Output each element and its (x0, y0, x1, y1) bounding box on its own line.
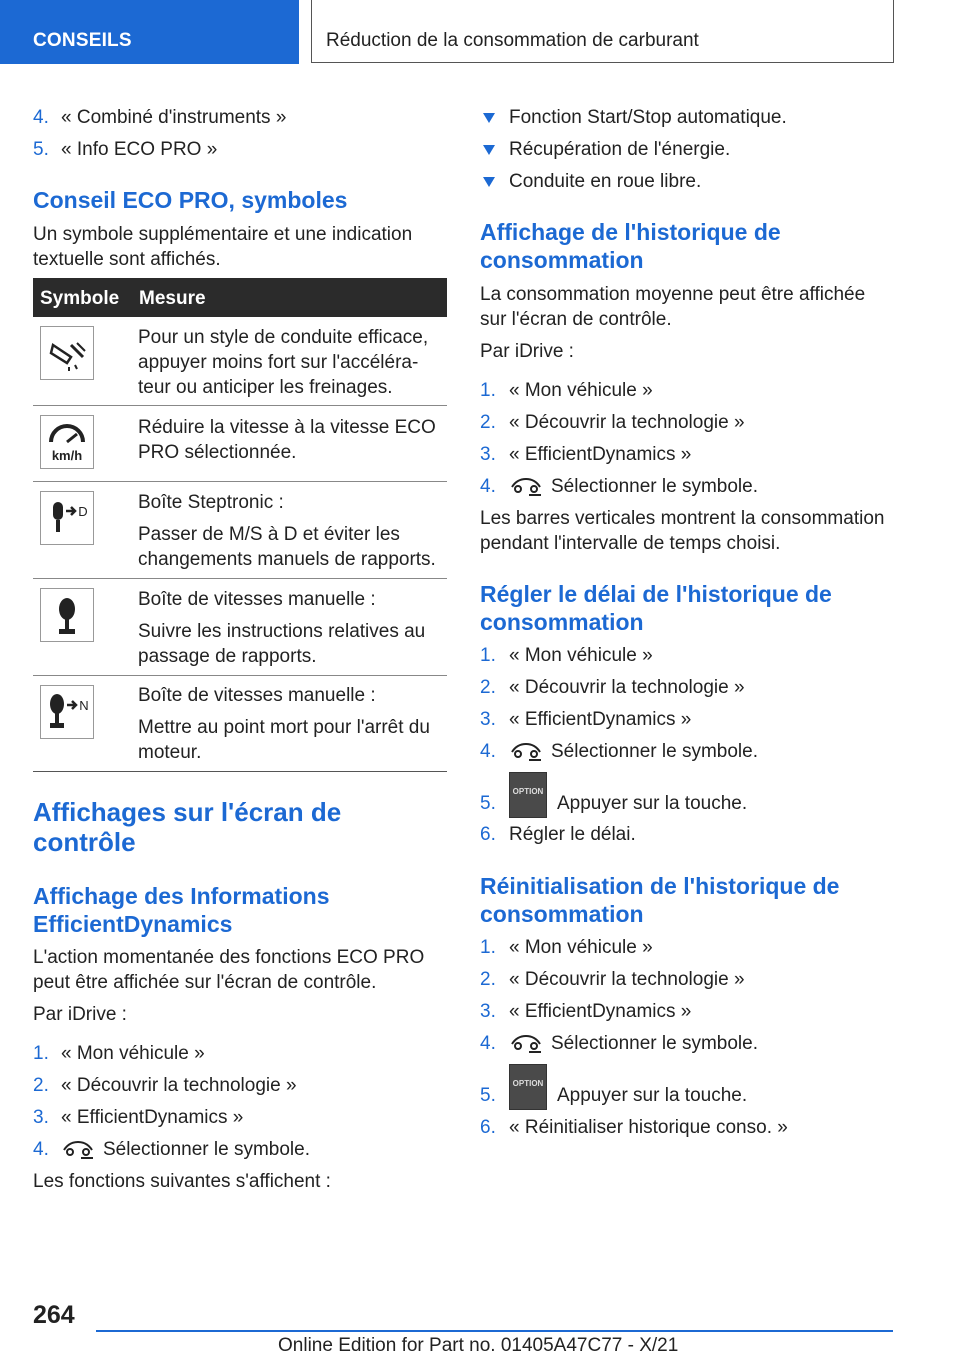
subsection-heading: Affichage des Informations (33, 883, 330, 909)
list-item: Sélectionner le symbole. (551, 476, 758, 497)
car-history-icon (509, 475, 543, 497)
list-item: Appuyer sur la touche. (557, 1085, 748, 1106)
section-label: CONSEILS (33, 30, 132, 51)
list-item: « Mon véhicule » (509, 380, 653, 401)
section-heading: Affichages sur l'écran de (33, 797, 342, 827)
table-cell-text: moteur. (138, 742, 202, 763)
list-number: 5. (480, 793, 496, 814)
list-item: Sélectionner le symbole. (103, 1139, 310, 1160)
list-number: 1. (33, 1043, 49, 1064)
svg-text:N: N (79, 698, 89, 713)
list-number: 6. (480, 1117, 496, 1138)
option-button-label: OPTION (512, 1079, 544, 1088)
option-button-label: OPTION (512, 787, 544, 796)
gear-lever-icon (40, 588, 94, 642)
list-item: « Réinitialiser historique conso. » (509, 1117, 788, 1138)
paragraph-line: Par iDrive : (33, 1004, 127, 1025)
list-number: 2. (480, 677, 496, 698)
gear-lever-d-icon (40, 491, 94, 545)
list-number: 1. (480, 937, 496, 958)
list-item: Appuyer sur la touche. (557, 793, 748, 814)
chapter-title: Réduction de la consommation de carburant (326, 30, 699, 51)
list-item: « Découvrir la technologie » (509, 677, 745, 698)
bullet-triangle-icon (483, 177, 495, 187)
car-efficiency-icon (61, 1138, 95, 1160)
list-number: 4. (480, 1033, 496, 1054)
table-divider (33, 578, 447, 579)
svg-text:D: D (78, 504, 88, 519)
subsection-heading: consommation (480, 609, 644, 635)
table-cell-text: passage de rapports. (138, 646, 317, 667)
section-tab (0, 0, 299, 64)
list-item: « EfficientDynamics » (509, 1001, 692, 1022)
table-divider (33, 675, 447, 676)
list-item: « Découvrir la technologie » (509, 412, 745, 433)
subsection-heading: EfficientDynamics (33, 911, 233, 937)
table-divider (33, 481, 447, 482)
paragraph-line: pendant l'intervalle de temps choisi. (480, 533, 781, 554)
bullet-item: Conduite en roue libre. (509, 171, 702, 192)
list-number: 1. (480, 380, 496, 401)
footer-edition: Online Edition for Part no. 01405A47C77 - X/21 (278, 1335, 679, 1356)
list-number: 1. (480, 645, 496, 666)
list-item: Sélectionner le symbole. (551, 1033, 758, 1054)
subsection-heading: consommation (480, 247, 644, 273)
list-number: 5. (480, 1085, 496, 1106)
list-item: Régler le délai. (509, 824, 636, 845)
table-cell-text: appuyer moins fort sur l'accéléra- (138, 352, 419, 373)
paragraph-line: textuelle sont affichés. (33, 249, 221, 270)
table-bottom-border (33, 771, 447, 772)
list-number: 4. (480, 476, 496, 497)
table-cell-text: Réduire la vitesse à la vitesse ECO (138, 417, 436, 438)
column-header-measure: Mesure (139, 288, 206, 309)
list-item: « Découvrir la technologie » (509, 969, 745, 990)
list-item: « Combiné d'instruments » (61, 107, 287, 128)
list-number: 4. (480, 741, 496, 762)
list-item: « Mon véhicule » (509, 645, 653, 666)
subsection-heading: Réinitialisation de l'historique de (480, 873, 840, 899)
subsection-heading: Régler le délai de l'historique de (480, 581, 832, 607)
list-number: 3. (480, 444, 496, 465)
svg-text:km/h: km/h (51, 448, 83, 463)
list-item: « EfficientDynamics » (509, 444, 692, 465)
speedometer-kmh-icon (40, 415, 94, 469)
bullet-item: Fonction Start/Stop automatique. (509, 107, 787, 128)
chapter-header (311, 0, 894, 63)
paragraph-line: Les barres verticales montrent la consommation (480, 508, 885, 529)
table-cell-text: Passer de M/S à D et éviter les (138, 524, 400, 545)
list-item: « EfficientDynamics » (61, 1107, 244, 1128)
paragraph-line: peut être affichée sur l'écran de contrôle. (33, 972, 377, 993)
table-cell-text: Pour un style de conduite efficace, (138, 327, 429, 348)
bullet-triangle-icon (483, 145, 495, 155)
section-heading: contrôle (33, 827, 136, 857)
list-number: 4. (33, 1139, 49, 1160)
list-item: « Mon véhicule » (61, 1043, 205, 1064)
footer-divider (96, 1330, 893, 1332)
bullet-item: Récupération de l'énergie. (509, 139, 731, 160)
page-number: 264 (33, 1301, 75, 1329)
list-number: 2. (480, 412, 496, 433)
table-cell-text: changements manuels de rapports. (138, 549, 436, 570)
list-number: 2. (480, 969, 496, 990)
list-number: 3. (480, 1001, 496, 1022)
paragraph-line: La consommation moyenne peut être affichée (480, 284, 866, 305)
list-number: 4. (33, 107, 49, 128)
list-item: « Découvrir la technologie » (61, 1075, 297, 1096)
paragraph-line: sur l'écran de contrôle. (480, 309, 672, 330)
table-cell-text: Suivre les instructions relatives au (138, 621, 426, 642)
table-cell-text: PRO sélectionnée. (138, 442, 297, 463)
table-cell-text: Boîte de vitesses manuelle : (138, 685, 376, 706)
gear-lever-n-icon (40, 685, 94, 739)
table-cell-text: Boîte Steptronic : (138, 492, 284, 513)
table-cell-text: Mettre au point mort pour l'arrêt du (138, 717, 430, 738)
option-button-icon (509, 1064, 547, 1110)
paragraph-line: Les fonctions suivantes s'affichent : (33, 1171, 331, 1192)
table-divider (33, 405, 447, 406)
accelerator-pedal-icon (40, 326, 94, 380)
list-item: « EfficientDynamics » (509, 709, 692, 730)
paragraph-line: Un symbole supplémentaire et une indication (33, 224, 413, 245)
list-number: 2. (33, 1075, 49, 1096)
list-item: Sélectionner le symbole. (551, 741, 758, 762)
subsection-heading: consommation (480, 901, 644, 927)
list-number: 3. (33, 1107, 49, 1128)
list-number: 6. (480, 824, 496, 845)
list-number: 3. (480, 709, 496, 730)
column-header-symbol: Symbole (40, 288, 120, 309)
list-number: 5. (33, 139, 49, 160)
list-item: « Mon véhicule » (509, 937, 653, 958)
list-item: « Info ECO PRO » (61, 139, 218, 160)
option-button-icon (509, 772, 547, 818)
subsection-heading: Affichage de l'historique de (480, 219, 781, 245)
eco-heading: Conseil ECO PRO, symboles (33, 187, 348, 213)
table-cell-text: Boîte de vitesses manuelle : (138, 589, 376, 610)
table-header (33, 278, 447, 317)
paragraph-line: L'action momentanée des fonctions ECO PRO (33, 947, 425, 968)
paragraph-line: Par iDrive : (480, 341, 574, 362)
bullet-triangle-icon (483, 113, 495, 123)
car-history-icon (509, 740, 543, 762)
car-history-icon (509, 1032, 543, 1054)
table-cell-text: teur ou anticiper les freinages. (138, 377, 393, 398)
